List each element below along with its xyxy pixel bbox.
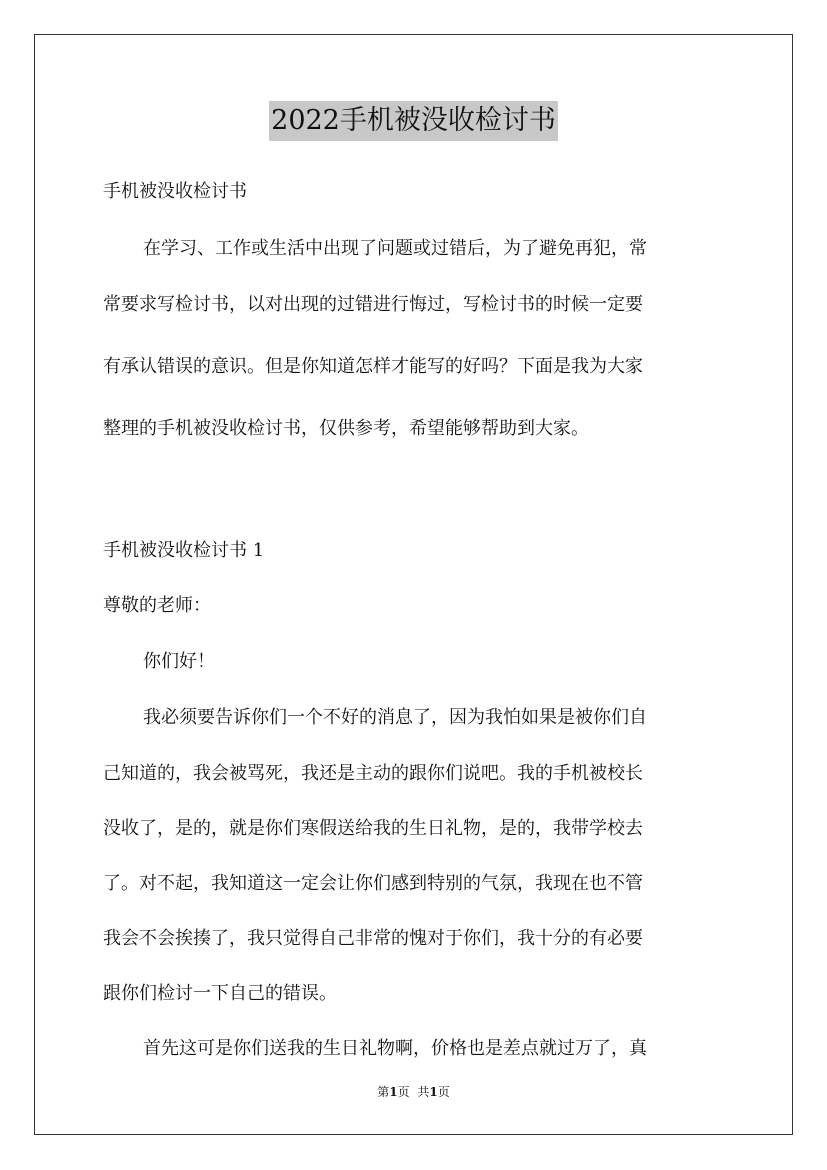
intro-line: 整理的手机被没收检讨书，仅供参考，希望能够帮助到大家。 bbox=[103, 418, 589, 439]
body-line: 己知道的，我会被骂死，我还是主动的跟你们说吧。我的手机被校长 bbox=[103, 763, 643, 784]
body-line: 了。对不起，我知道这一定会让你们感到特别的气氛，我现在也不管 bbox=[103, 873, 643, 894]
salutation: 尊敬的老师： bbox=[103, 595, 211, 616]
section-heading: 手机被没收检讨书 1 bbox=[103, 540, 265, 561]
document-title: 2022手机被没收检讨书 bbox=[269, 101, 558, 141]
body-line: 没收了，是的，就是你们寒假送给我的生日礼物，是的，我带学校去 bbox=[103, 818, 643, 839]
page-footer bbox=[0, 1083, 827, 1100]
page-current: 1 bbox=[389, 1085, 398, 1099]
body-line: 我会不会挨揍了，我只觉得自己非常的愧对于你们，我十分的有必要 bbox=[103, 928, 643, 949]
body-line-last: 首先这可是你们送我的生日礼物啊，价格也是差点就过万了，真 bbox=[143, 1038, 647, 1059]
greeting: 你们好！ bbox=[143, 651, 215, 672]
total-prefix: 共 bbox=[417, 1085, 430, 1099]
page-suffix: 页 bbox=[397, 1085, 410, 1099]
page-total: 1 bbox=[429, 1085, 438, 1099]
intro-line: 常要求写检讨书，以对出现的过错进行悔过，写检讨书的时候一定要 bbox=[103, 294, 643, 315]
body-line: 跟你们检讨一下自己的错误。 bbox=[103, 983, 337, 1004]
page-prefix: 第 bbox=[377, 1085, 390, 1099]
subtitle: 手机被没收检讨书 bbox=[103, 181, 247, 202]
document-body bbox=[103, 170, 726, 1076]
total-suffix: 页 bbox=[437, 1085, 450, 1099]
intro-line: 有承认错误的意识。但是你知道怎样才能写的好吗？下面是我为大家 bbox=[103, 356, 643, 377]
title-container bbox=[0, 101, 827, 141]
body-line: 我必须要告诉你们一个不好的消息了，因为我怕如果是被你们自 bbox=[143, 707, 647, 728]
intro-line: 在学习、工作或生活中出现了问题或过错后，为了避免再犯，常 bbox=[143, 238, 647, 259]
